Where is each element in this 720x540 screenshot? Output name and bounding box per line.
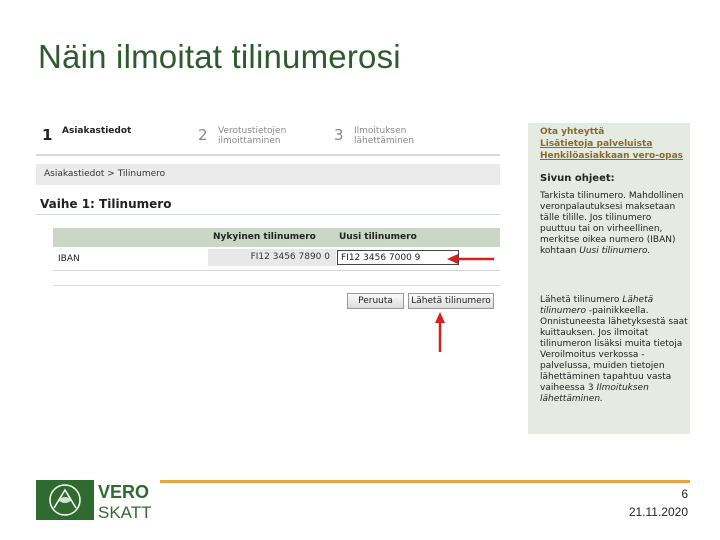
logo-emblem-icon xyxy=(36,480,152,520)
steps-divider xyxy=(36,154,500,156)
instructions-paragraph-2 xyxy=(540,295,688,405)
link-tax-guide[interactable]: Henkilöasiakkaan vero-opas xyxy=(540,151,684,161)
step-number: 2 xyxy=(198,126,208,144)
new-account-input[interactable]: FI12 3456 7000 9 xyxy=(337,250,459,265)
svg-text:VERO: VERO xyxy=(98,482,150,502)
progress-steps xyxy=(36,120,504,160)
page-number: 6 xyxy=(681,487,688,501)
instructions-text: Lähetä tilinumero xyxy=(540,295,620,305)
table-row xyxy=(53,247,500,271)
instructions-text: Tarkista tilinumero. Mahdollinen veronpalautuksesi maksetaan tälle tilille. Jos tilinumero puuttuu tai on virheellinen, merkitse oikea numero (IBAN) kohtaan xyxy=(540,191,684,256)
submit-account-button[interactable]: Lähetä tilinumero xyxy=(408,293,494,309)
instructions-emphasis: Uusi tilinumero. xyxy=(579,246,651,256)
phase-title: Vaihe 1: Tilinumero xyxy=(40,197,172,211)
divider xyxy=(53,285,500,286)
vero-skatt-logo xyxy=(36,480,152,520)
divider xyxy=(36,214,500,215)
instructions-text: -painikkeella. Onnistuneesta lähetyksestä saat kuittauksen. Jos ilmoitat tilinumeron lisäksi muita tietoja Veroilmoitus verkossa -palvelussa, muiden tietojen lähettäminen tapahtuu vasta vaiheessa 3 xyxy=(540,306,688,393)
instructions-heading: Sivun ohjeet: xyxy=(540,173,615,184)
web-form-screenshot xyxy=(36,120,504,320)
step-number: 3 xyxy=(334,126,344,144)
step-label: Asiakastiedot xyxy=(62,126,132,136)
slide-title: Näin ilmoitat tilinumerosi xyxy=(38,38,401,75)
column-header-current: Nykyinen tilinumero xyxy=(213,232,316,242)
column-header-new: Uusi tilinumero xyxy=(339,232,417,242)
slide-date: 21.11.2020 xyxy=(628,505,688,519)
help-sidebar xyxy=(528,123,690,434)
link-services[interactable]: Lisätietoja palveluista xyxy=(540,139,653,149)
breadcrumb: Asiakastiedot > Tilinumero xyxy=(36,164,500,185)
instructions-emphasis: Lähetä tilinumero xyxy=(540,295,654,316)
footer-accent-line xyxy=(160,480,690,483)
table-header xyxy=(53,228,500,247)
row-label-iban: IBAN xyxy=(58,254,80,264)
instructions-paragraph-1 xyxy=(540,191,688,257)
current-account-number: FI12 3456 7890 0 xyxy=(208,249,336,266)
cancel-button[interactable]: Peruuta xyxy=(347,293,404,309)
contact-heading: Ota yhteyttä xyxy=(540,127,605,137)
step-number: 1 xyxy=(42,126,53,144)
step-label: Ilmoituksen lähettäminen xyxy=(354,126,415,146)
svg-text:SKATT: SKATT xyxy=(98,503,152,520)
step-label: Verotustietojen ilmoittaminen xyxy=(218,126,287,146)
instructions-emphasis: Ilmoituksen lähettäminen. xyxy=(540,383,649,404)
